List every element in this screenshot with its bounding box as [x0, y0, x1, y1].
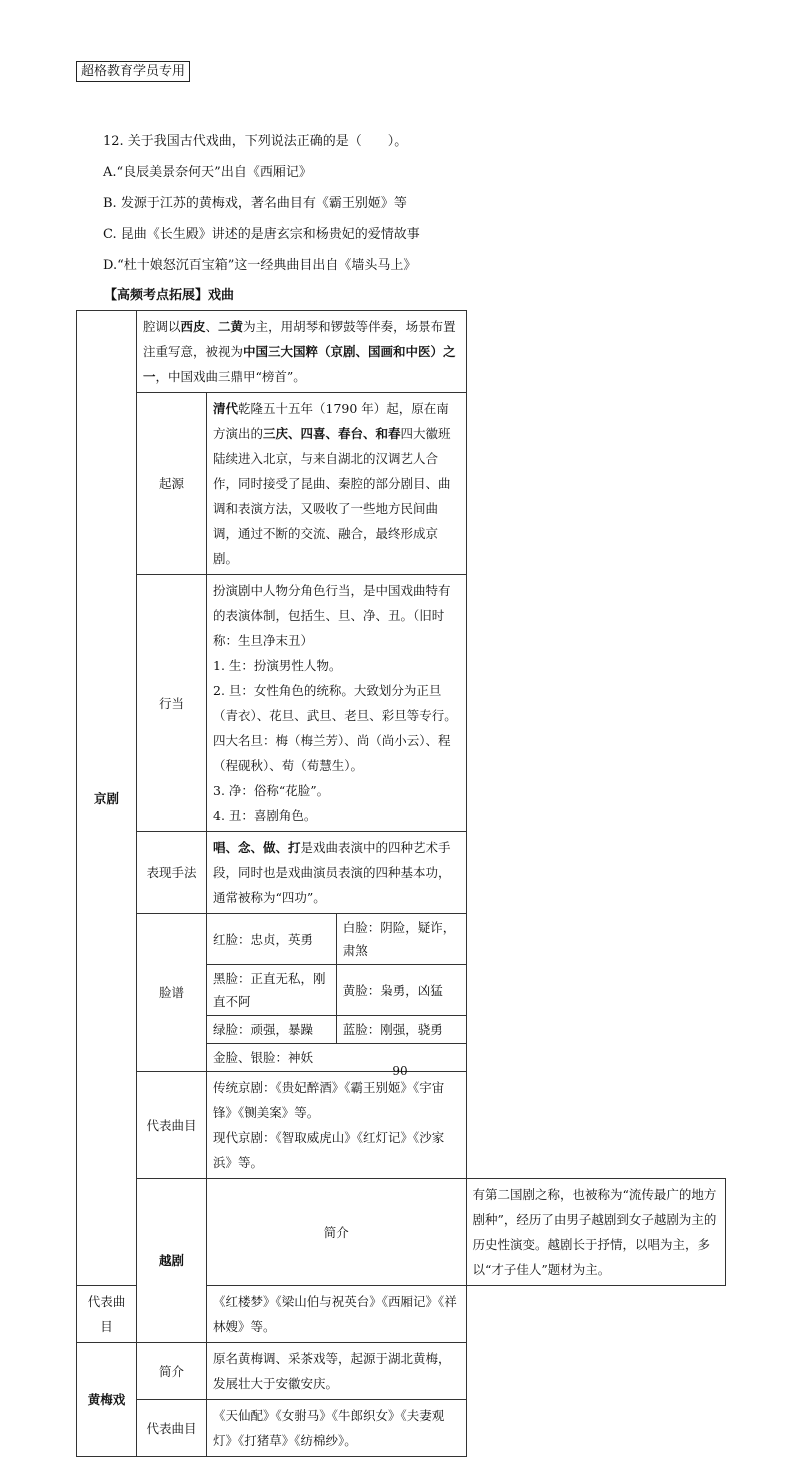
table-row — [207, 965, 466, 1016]
face-cell: 白脸：阴险，疑诈，肃煞 — [336, 914, 465, 965]
option-b: B. 发源于江苏的黄梅戏，著名曲目有《霸王别姬》等 — [103, 196, 407, 211]
option-c: C. 昆曲《长生殿》讲述的是唐玄宗和杨贵妃的爱情故事 — [103, 227, 420, 242]
techniques-label: 表现手法 — [137, 832, 207, 914]
origin-content: 清代乾隆五十五年（1790 年）起，原在南方演出的三庆、四喜、春台、和春四大徽班陆续进入北京，与来自湖北的汉调艺人合作，同时接受了昆曲、秦腔的部分剧目、曲调和表演方法，又吸收了一些地方民间曲调，通过不断的交流、融合，最终形成京剧。 — [207, 393, 467, 575]
option-a: A.“良辰美景奈何天”出自《西厢记》 — [103, 165, 312, 180]
header-label: 超格教育学员专用 — [76, 61, 190, 82]
yueju-intro-label: 简介 — [207, 1179, 467, 1286]
roles-line: 2. 旦：女性角色的统称。大致划分为正旦（青衣）、花旦、武旦、老旦、彩旦等专行。四大名旦：梅（梅兰芳）、尚（尚小云）、程（程砚秋）、荀（荀慧生）。 — [213, 683, 457, 773]
question-stem: 12. 关于我国古代戏曲，下列说法正确的是（ ）。 — [103, 134, 408, 149]
yueju-repertoire: 《红楼梦》《梁山伯与祝英台》《西厢记》《祥林嫂》等。 — [207, 1286, 467, 1343]
roles-line: 4. 丑：喜剧角色。 — [213, 808, 317, 823]
jingju-intro: 腔调以西皮、二黄为主，用胡琴和锣鼓等伴奏，场景布置注重写意，被视为中国三大国粹（京剧、国画和中医）之一，中国戏曲三鼎甲“榜首”。 — [137, 311, 467, 393]
table-row — [77, 1343, 726, 1400]
face-cell: 红脸：忠贞，英勇 — [207, 914, 336, 965]
category-yueju: 越剧 — [137, 1179, 207, 1343]
table-row — [77, 311, 726, 393]
roles-line: 3. 净：俗称“花脸”。 — [213, 783, 330, 798]
roles-content — [207, 575, 467, 832]
category-jingju: 京剧 — [77, 311, 137, 1286]
option-d: D.“杜十娘怒沉百宝箱”这一经典曲目出自《墙头马上》 — [103, 258, 417, 273]
table-row — [77, 832, 726, 914]
table-row — [77, 914, 726, 1072]
category-huangmei: 黄梅戏 — [77, 1343, 137, 1457]
huangmei-rep-label: 代表曲目 — [137, 1400, 207, 1457]
roles-label: 行当 — [137, 575, 207, 832]
faces-label: 脸谱 — [137, 914, 207, 1072]
table-row — [77, 393, 726, 575]
origin-label: 起源 — [137, 393, 207, 575]
yueju-rep-label: 代表曲目 — [77, 1286, 137, 1343]
huangmei-repertoire: 《天仙配》《女驸马》《牛郎织女》《夫妻观灯》《打猪草》《纺棉纱》。 — [207, 1400, 467, 1457]
faces-table — [207, 914, 466, 1071]
yueju-intro: 有第二国剧之称，也被称为“流传最广的地方剧种”，经历了由男子越剧到女子越剧为主的历史性演变。越剧长于抒情，以唱为主，多以“才子佳人”题材为主。 — [466, 1179, 726, 1286]
table-row — [77, 1072, 726, 1179]
table-row — [77, 1179, 726, 1286]
repertoire-content — [207, 1072, 467, 1179]
repertoire-label: 代表曲目 — [137, 1072, 207, 1179]
repertoire-line: 传统京剧：《贵妃醉酒》《霸王别姬》《宇宙锋》《铡美案》等。 — [213, 1080, 445, 1120]
face-cell: 黄脸：枭勇，凶猛 — [336, 965, 465, 1016]
section-title: 【高频考点拓展】戏曲 — [104, 288, 235, 303]
huangmei-intro: 原名黄梅调、采茶戏等，起源于湖北黄梅，发展壮大于安徽安庆。 — [207, 1343, 467, 1400]
face-cell: 黑脸：正直无私，刚直不阿 — [207, 965, 336, 1016]
huangmei-intro-label: 简介 — [137, 1343, 207, 1400]
roles-line: 扮演剧中人物分角色行当，是中国戏曲特有的表演体制，包括生、旦、净、丑。（旧时称：生旦净末丑） — [213, 583, 451, 648]
table-row — [77, 575, 726, 832]
face-cell: 金脸、银脸：神妖 — [207, 1044, 466, 1072]
faces-content — [207, 914, 467, 1072]
opera-table — [76, 310, 726, 1457]
page-number: 90 — [392, 1064, 408, 1078]
table-row — [207, 914, 466, 965]
techniques-content: 唱、念、做、打是戏曲表演中的四种艺术手段，同时也是戏曲演员表演的四种基本功，通常被称为“四功”。 — [207, 832, 467, 914]
table-row — [207, 1016, 466, 1044]
question-block — [103, 126, 420, 281]
roles-line: 1. 生：扮演男性人物。 — [213, 658, 342, 673]
face-cell: 蓝脸：刚强，骁勇 — [336, 1016, 465, 1044]
repertoire-line: 现代京剧：《智取威虎山》《红灯记》《沙家浜》等。 — [213, 1130, 445, 1170]
face-cell: 绿脸：顽强，暴躁 — [207, 1016, 336, 1044]
table-row — [77, 1400, 726, 1457]
